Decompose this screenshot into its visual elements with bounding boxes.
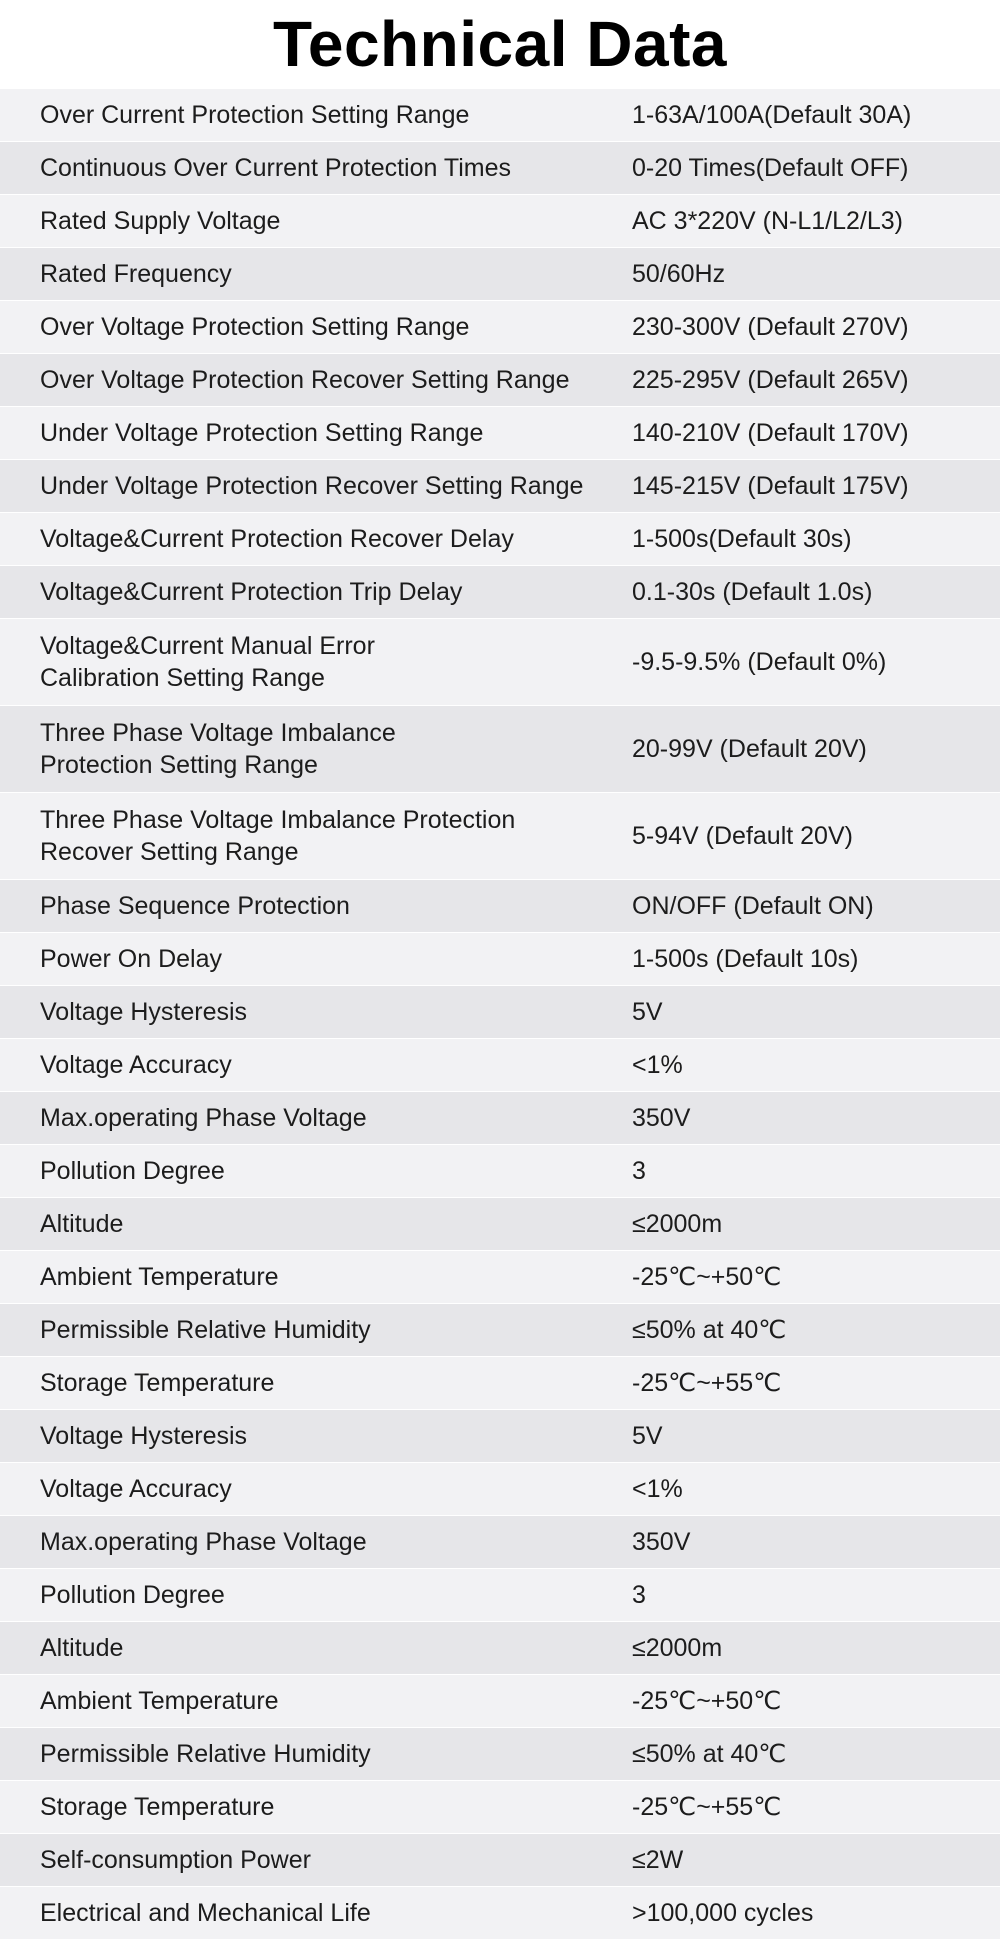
spec-value: 145-215V (Default 175V) [632, 472, 909, 500]
spec-value: 5-94V (Default 20V) [632, 822, 853, 850]
spec-value: -9.5-9.5% (Default 0%) [632, 648, 887, 676]
spec-label: Over Voltage Protection Setting Range [40, 313, 470, 341]
spec-label: Storage Temperature [40, 1793, 275, 1821]
table-row [0, 1780, 1000, 1833]
table-row [0, 1833, 1000, 1886]
spec-value: 0.1-30s (Default 1.0s) [632, 578, 873, 606]
spec-value: 5V [632, 1422, 663, 1450]
spec-label: Pollution Degree [40, 1581, 225, 1609]
table-row [0, 406, 1000, 459]
spec-label: Voltage Accuracy [40, 1475, 232, 1503]
table-row [0, 247, 1000, 300]
table-row [0, 1886, 1000, 1939]
table-row [0, 353, 1000, 406]
table-row [0, 1038, 1000, 1091]
spec-value: 350V [632, 1104, 691, 1132]
spec-label: Max.operating Phase Voltage [40, 1528, 367, 1556]
spec-label: Voltage Hysteresis [40, 1422, 248, 1450]
spec-label: Continuous Over Current Protection Times [40, 154, 512, 182]
spec-value: 1-500s(Default 30s) [632, 525, 852, 553]
spec-label: Pollution Degree [40, 1157, 225, 1185]
spec-label: Ambient Temperature [40, 1687, 279, 1715]
spec-label: Voltage Accuracy [40, 1051, 232, 1079]
spec-table [0, 88, 1000, 1939]
spec-label [0, 717, 632, 781]
table-row [0, 1462, 1000, 1515]
spec-label: Permissible Relative Humidity [40, 1740, 371, 1768]
spec-label-line: Three Phase Voltage Imbalance Protection [40, 806, 516, 834]
spec-label: Altitude [40, 1634, 124, 1662]
spec-label: Over Voltage Protection Recover Setting Range [40, 366, 570, 394]
spec-label: Rated Frequency [40, 260, 232, 288]
spec-value: -25℃~+50℃ [632, 1687, 782, 1715]
spec-value: 3 [632, 1581, 646, 1609]
spec-label: Voltage&Current Protection Trip Delay [40, 578, 463, 606]
spec-label: Max.operating Phase Voltage [40, 1104, 367, 1132]
table-row [0, 88, 1000, 141]
spec-label: Power On Delay [40, 945, 223, 973]
spec-label [0, 804, 632, 868]
table-row [0, 1515, 1000, 1568]
spec-label: Over Current Protection Setting Range [40, 101, 470, 129]
table-row [0, 1356, 1000, 1409]
spec-value: ON/OFF (Default ON) [632, 892, 874, 920]
page-title: Technical Data [273, 8, 727, 80]
spec-value: 5V [632, 998, 663, 1026]
table-row [0, 194, 1000, 247]
table-row [0, 1303, 1000, 1356]
spec-value: 50/60Hz [632, 260, 726, 288]
spec-value: AC 3*220V (N-L1/L2/L3) [632, 207, 903, 235]
table-row [0, 1409, 1000, 1462]
spec-label: Voltage&Current Protection Recover Delay [40, 525, 514, 553]
spec-label: Voltage Hysteresis [40, 998, 248, 1026]
spec-value: ≤2000m [632, 1634, 723, 1662]
table-row [0, 1674, 1000, 1727]
spec-label: Rated Supply Voltage [40, 207, 281, 235]
spec-label: Permissible Relative Humidity [40, 1316, 371, 1344]
table-row [0, 618, 1000, 705]
spec-label: Under Voltage Protection Setting Range [40, 419, 484, 447]
spec-value: >100,000 cycles [632, 1899, 814, 1927]
table-row [0, 459, 1000, 512]
spec-value: -25℃~+55℃ [632, 1369, 782, 1397]
spec-value: ≤50% at 40℃ [632, 1740, 787, 1768]
table-row [0, 879, 1000, 932]
spec-value: 1-500s (Default 10s) [632, 945, 859, 973]
spec-label: Phase Sequence Protection [40, 892, 350, 920]
spec-label-line: Three Phase Voltage Imbalance [40, 719, 396, 747]
spec-label [0, 630, 632, 694]
spec-label: Ambient Temperature [40, 1263, 279, 1291]
spec-value: ≤2W [632, 1846, 684, 1874]
spec-label-line: Recover Setting Range [40, 838, 299, 866]
table-row [0, 1250, 1000, 1303]
spec-label-line: Voltage&Current Manual Error [40, 632, 375, 660]
table-row [0, 565, 1000, 618]
table-row [0, 1091, 1000, 1144]
table-row [0, 512, 1000, 565]
spec-label: Altitude [40, 1210, 124, 1238]
spec-label: Storage Temperature [40, 1369, 275, 1397]
spec-label: Under Voltage Protection Recover Setting Range [40, 472, 584, 500]
spec-label: Electrical and Mechanical Life [40, 1899, 371, 1927]
spec-label-line: Protection Setting Range [40, 751, 318, 779]
spec-value: ≤50% at 40℃ [632, 1316, 787, 1344]
table-row [0, 792, 1000, 879]
table-row [0, 300, 1000, 353]
spec-value: 3 [632, 1157, 646, 1185]
spec-value: 350V [632, 1528, 691, 1556]
spec-value: 230-300V (Default 270V) [632, 313, 909, 341]
table-row [0, 141, 1000, 194]
table-row [0, 1621, 1000, 1674]
table-row [0, 1727, 1000, 1780]
table-row [0, 985, 1000, 1038]
table-row [0, 705, 1000, 792]
spec-value: 1-63A/100A(Default 30A) [632, 101, 912, 129]
spec-value: ≤2000m [632, 1210, 723, 1238]
spec-value: -25℃~+50℃ [632, 1263, 782, 1291]
table-row [0, 1568, 1000, 1621]
spec-label-line: Calibration Setting Range [40, 664, 325, 692]
spec-value: <1% [632, 1051, 683, 1079]
spec-value: 20-99V (Default 20V) [632, 735, 867, 763]
spec-value: <1% [632, 1475, 683, 1503]
spec-label: Self-consumption Power [40, 1846, 311, 1874]
table-row [0, 932, 1000, 985]
spec-value: 140-210V (Default 170V) [632, 419, 909, 447]
table-row [0, 1144, 1000, 1197]
table-row [0, 1197, 1000, 1250]
spec-value: -25℃~+55℃ [632, 1793, 782, 1821]
spec-value: 0-20 Times(Default OFF) [632, 154, 909, 182]
spec-value: 225-295V (Default 265V) [632, 366, 909, 394]
